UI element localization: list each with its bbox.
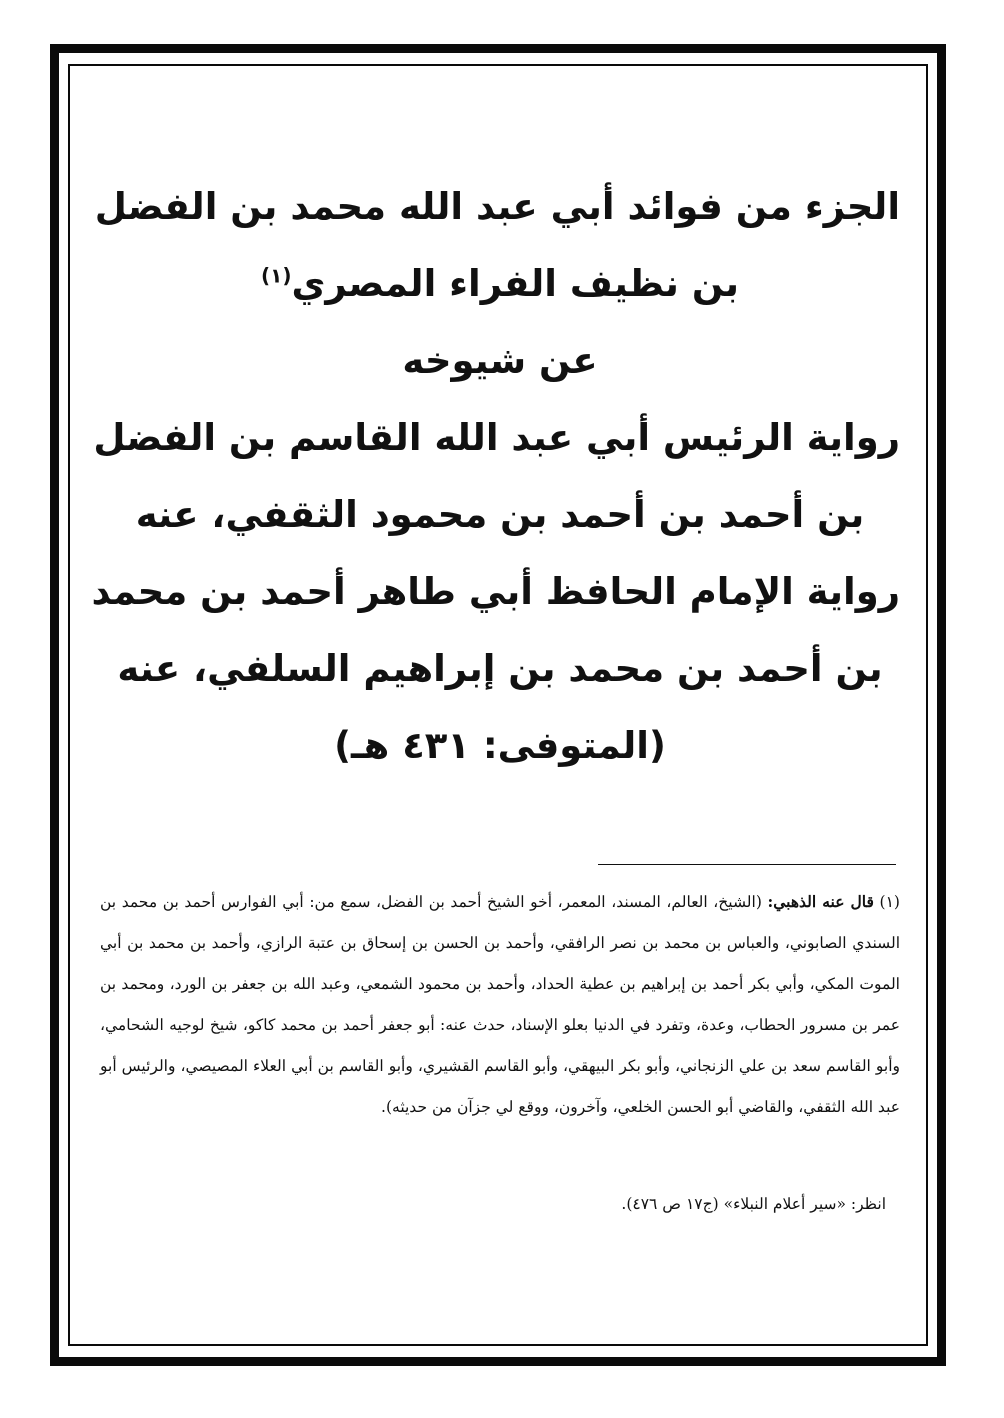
footnote-marker: (١) (260, 263, 292, 288)
title-line-2 (100, 245, 900, 322)
title-line-3: عن شيوخه (402, 339, 598, 382)
title-line-5: بن أحمد بن أحمد بن محمود الثقفي، عنه (135, 493, 865, 536)
footnote-paragraph (100, 881, 900, 1128)
title-line-1: الجزء من فوائد أبي عبد الله محمد بن الفضل (94, 185, 900, 228)
footnote-lead: قال عنه الذهبي: (767, 892, 874, 911)
title-line-6: رواية الإمام الحافظ أبي طاهر أحمد بن محمد (91, 570, 900, 613)
title-line-7: بن أحمد بن محمد بن إبراهيم السلفي، عنه (117, 647, 883, 690)
footnote-separator (598, 864, 896, 865)
footnote (100, 881, 900, 1128)
title-line-2-text: بن نظيف الفراء المصري (291, 262, 740, 305)
footnote-body: (الشيخ، العالم، المسند، المعمر، أخو الشيخ أحمد بن الفضل، سمع من: أبي الفوارس أحمد بن محمد بن السندي الصابوني، والعباس بن محمد بن نصر الرافقي، وأحمد بن الحسن بن إسحاق بن عتبة الرازي، وأحمد بن محمد بن أبي الموت المكي، وأبي بكر أحمد بن إبراهيم بن عطية الحداد، وأحمد بن محمود الشمعي، وعبد الله بن جعفر بن الورد، ومحمد بن عمر بن مسرور الحطاب، وعدة، وتفرد في الدنيا بعلو الإسناد، حدث عنه: أبو جعفر أحمد بن محمد كاكو، شيخ لوجيه الشحامي، وأبو القاسم سعد بن علي الزنجاني، وأبو بكر البيهقي، وأبو القاسم القشيري، وأبو القاسم بن أبي العلاء المصيصي، والرئيس أبو عبد الله الثقفي، والقاضي أبو الحسن الخلعي، وآخرون، ووقع لي جزآن من حديثه). (100, 893, 900, 1116)
title-line-4: رواية الرئيس أبي عبد الله القاسم بن الفضل (93, 416, 900, 459)
title-block (91, 168, 900, 784)
footnote-source: انظر: «سير أعلام النبلاء» (ج١٧ ص ٤٧٦). (621, 1195, 886, 1213)
footnote-number: (١) (879, 893, 900, 911)
title-line-8: (المتوفى: ٤٣١ هـ) (334, 724, 666, 767)
